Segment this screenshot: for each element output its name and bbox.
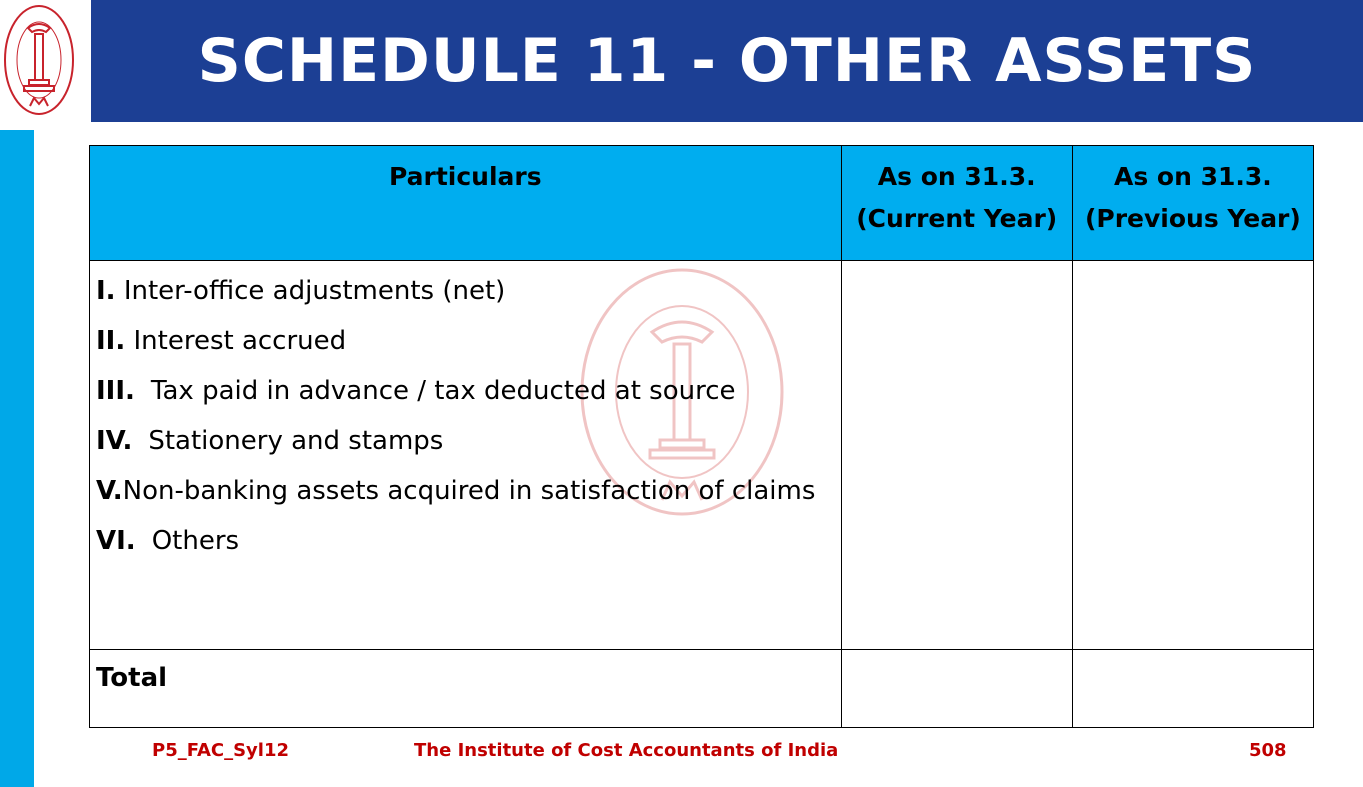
item-text: Inter-office adjustments (net) (123, 276, 506, 306)
list-item (96, 471, 835, 512)
item-number: I. (96, 276, 116, 306)
footer-page-number: 508 (1249, 740, 1287, 761)
column-header-previous-year-line2: (Previous Year) (1084, 204, 1301, 233)
total-current-year-cell (841, 650, 1072, 728)
list-item (96, 371, 835, 412)
column-header-current-year (841, 146, 1072, 261)
item-text: Interest accrued (133, 326, 347, 356)
item-number: IV. (96, 426, 133, 456)
footer-course-code: P5_FAC_Syl12 (152, 740, 290, 761)
left-accent-bar (0, 130, 34, 787)
column-header-particulars (90, 146, 842, 261)
column-header-previous-year-line1: As on 31.3. (1114, 162, 1272, 191)
list-item (96, 521, 835, 562)
item-number: III. (96, 376, 135, 406)
total-label: Total (90, 650, 842, 728)
column-header-particulars-line1: Particulars (388, 162, 542, 191)
column-header-current-year-line1: As on 31.3. (877, 162, 1036, 191)
particulars-cell (90, 261, 842, 650)
title-banner (91, 0, 1363, 122)
footer-institute-name: The Institute of Cost Accountants of India (414, 740, 839, 761)
table-header-row (90, 146, 1314, 261)
institute-logo (0, 0, 91, 122)
item-number: VI. (96, 526, 136, 556)
list-item (96, 321, 835, 362)
item-text: Tax paid in advance / tax deducted at source (150, 376, 736, 406)
current-year-value-cell (841, 261, 1072, 650)
table-body-row (90, 261, 1314, 650)
item-text: Stationery and stamps (148, 426, 444, 456)
total-previous-year-cell (1072, 650, 1313, 728)
table-total-row (90, 650, 1314, 728)
list-item (96, 271, 835, 312)
previous-year-value-cell (1072, 261, 1313, 650)
item-number: II. (96, 326, 126, 356)
item-number: V. (96, 476, 123, 506)
page-title: SCHEDULE 11 - OTHER ASSETS (197, 26, 1257, 96)
item-text: Others (151, 526, 240, 556)
column-header-current-year-line2: (Current Year) (856, 204, 1058, 233)
list-item (96, 421, 835, 462)
item-text: Non-banking assets acquired in satisfaction of claims (122, 476, 816, 506)
other-assets-schedule-table (89, 145, 1314, 728)
column-header-previous-year (1072, 146, 1313, 261)
logo-emblem-icon (0, 0, 91, 122)
